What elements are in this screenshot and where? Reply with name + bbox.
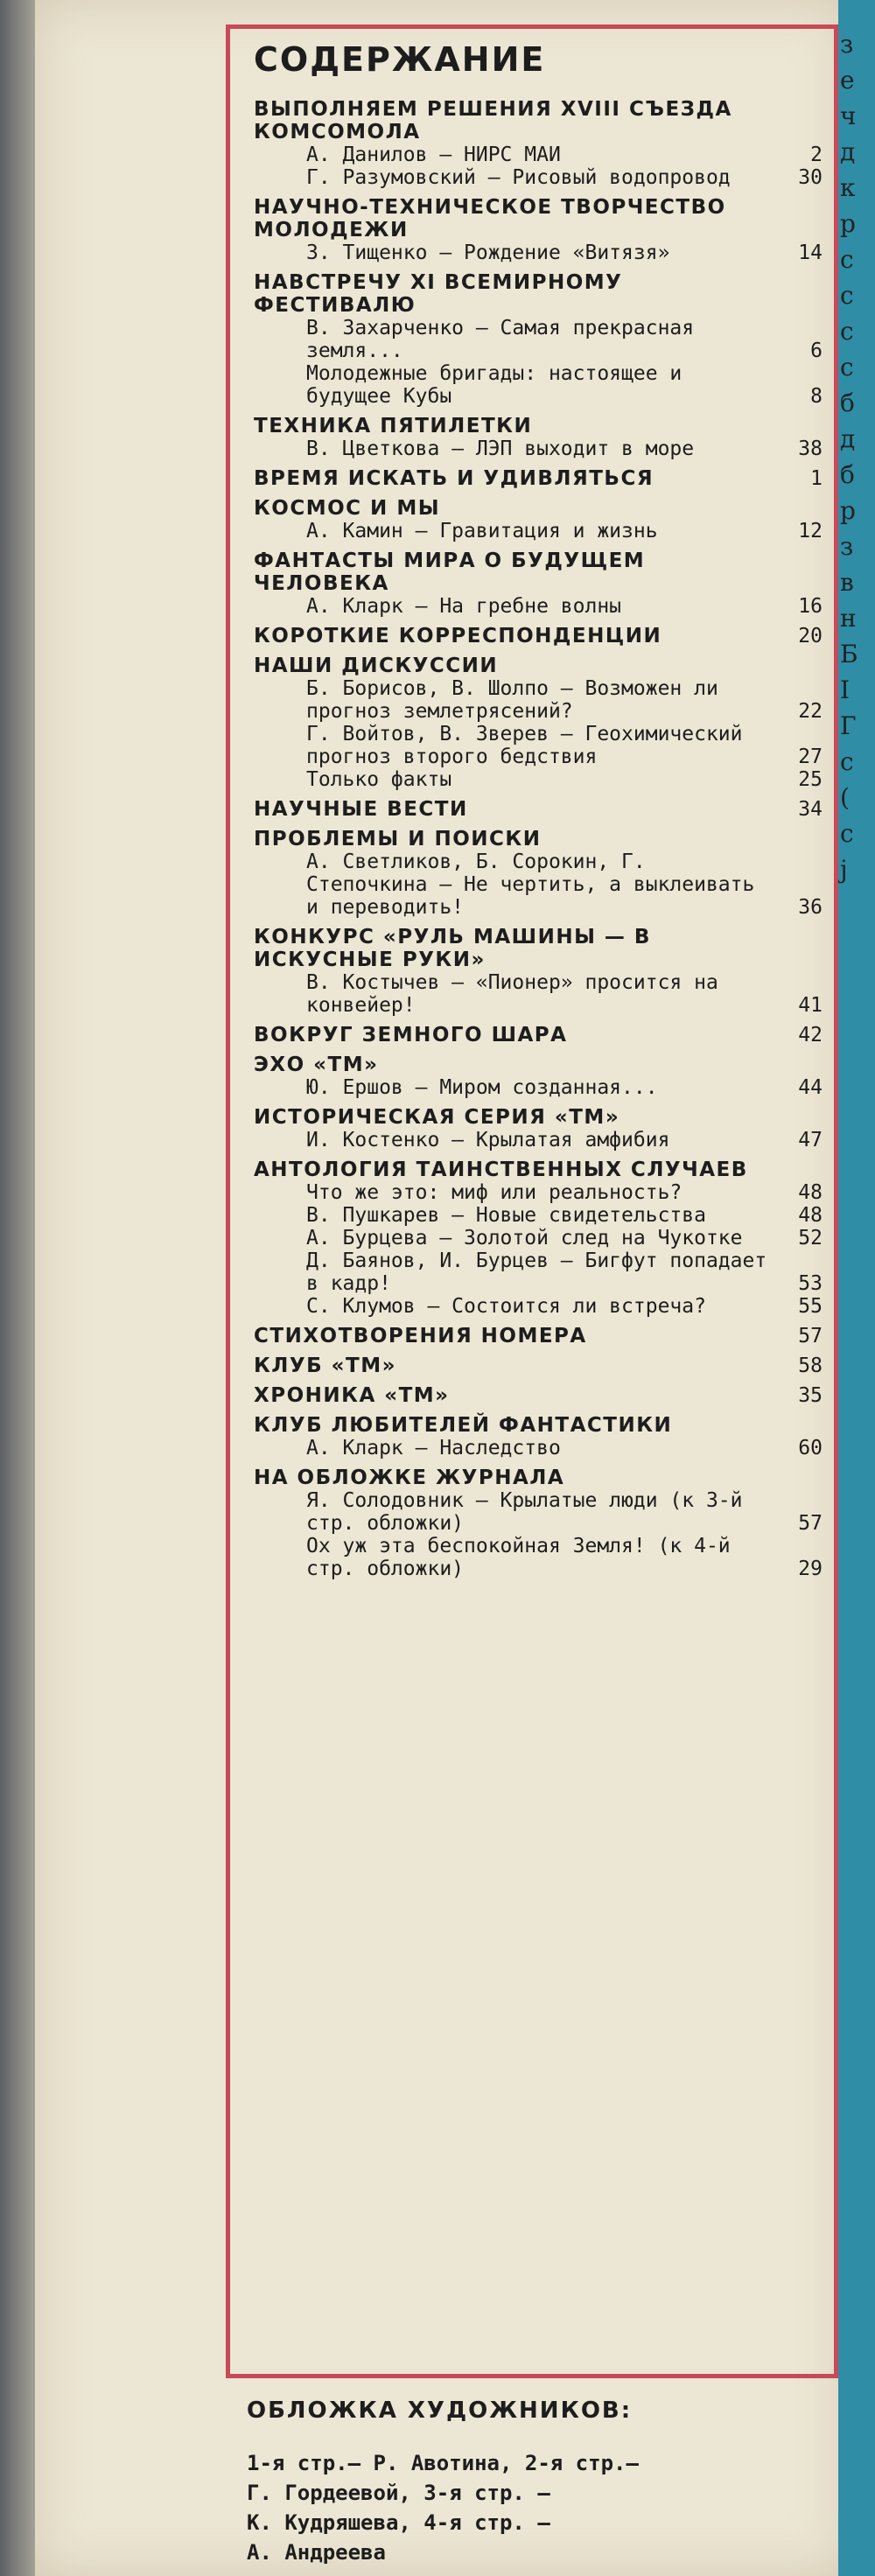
entry-page-number: 48	[798, 1181, 822, 1204]
entry-page-number: 47	[798, 1129, 822, 1152]
section-page-number: 42	[798, 1024, 822, 1046]
adjacent-letter: ј	[840, 855, 848, 884]
section-row	[254, 1407, 822, 1437]
section-row	[254, 1348, 822, 1377]
entry-page-number: 16	[798, 595, 822, 618]
section-row	[254, 919, 822, 971]
contents-entry	[306, 677, 822, 723]
section-title: КОНКУРС «РУЛЬ МАШИНЫ — В ИСКУСНЫЕ РУКИ»	[254, 926, 651, 971]
section-page-number: 1	[810, 467, 822, 490]
entry-title: В. Цветкова — ЛЭП выходит в море	[306, 438, 695, 460]
section-title: КЛУБ ЛЮБИТЕЛЕЙ ФАНТАСТИКИ	[254, 1414, 673, 1437]
contents-entry	[306, 1129, 822, 1152]
section-title: КЛУБ «ТМ»	[254, 1354, 396, 1377]
entry-page-number: 12	[798, 520, 822, 542]
section-title: НАШИ ДИСКУССИИ	[254, 654, 499, 677]
adjacent-letter: с	[840, 353, 854, 382]
entry-page-number: 8	[810, 385, 822, 408]
adjacent-letter: Б	[840, 640, 858, 668]
adjacent-letter: р	[840, 209, 856, 238]
section-row	[254, 648, 822, 677]
adjacent-letter: б	[840, 460, 855, 489]
contents-entry	[306, 768, 822, 791]
section-row	[254, 1152, 822, 1181]
section-title: ЭХО «ТМ»	[254, 1054, 379, 1076]
entry-page-number: 25	[798, 768, 822, 791]
section-row	[254, 1017, 822, 1046]
adjacent-letter: з	[840, 532, 854, 561]
section-title: НАУЧНЫЕ ВЕСТИ	[254, 798, 468, 821]
entry-title: А. Кларк — На гребне волны	[306, 595, 622, 618]
entry-title: Ох уж эта беспокойная Земля! (к 4-й стр. обложки)	[306, 1535, 731, 1580]
section-page-number: 20	[798, 625, 822, 648]
section-title: НА ОБЛОЖКЕ ЖУРНАЛА	[254, 1466, 565, 1489]
contents-entry	[306, 438, 822, 460]
section-title: КОРОТКИЕ КОРРЕСПОНДЕНЦИИ	[254, 625, 662, 648]
cover-artists-line: Г. Гордеевой, 3-я стр. —	[247, 2481, 550, 2505]
cover-artists-title: ОБЛОЖКА ХУДОЖНИКОВ:	[247, 2398, 633, 2424]
contents-entry	[306, 1181, 822, 1204]
adjacent-letter: с	[840, 281, 854, 310]
contents-entry	[306, 1295, 822, 1318]
section-title: ФАНТАСТЫ МИРА О БУДУЩЕМ ЧЕЛОВЕКА	[254, 550, 646, 595]
section-title: СТИХОТВОРЕНИЯ НОМЕРА	[254, 1325, 587, 1348]
adjacent-letter: с	[840, 317, 854, 346]
entry-page-number: 27	[798, 746, 822, 768]
section-row	[254, 1046, 822, 1076]
cover-artists-line: К. Кудряшева, 4-я стр. —	[247, 2510, 550, 2535]
contents-entry	[306, 317, 822, 362]
section-row	[254, 264, 822, 317]
cover-artists	[247, 2398, 824, 2567]
entry-page-number: 22	[798, 700, 822, 723]
entry-page-number: 57	[798, 1512, 822, 1535]
contents-entry	[306, 362, 822, 408]
section-title: ТЕХНИКА ПЯТИЛЕТКИ	[254, 415, 533, 438]
entry-page-number: 60	[798, 1437, 822, 1460]
section-row	[254, 91, 822, 144]
section-row	[254, 791, 822, 821]
adjacent-letter: р	[840, 496, 856, 525]
entry-page-number: 44	[798, 1076, 822, 1099]
section-title: ХРОНИКА «ТМ»	[254, 1384, 450, 1407]
section-title: АНТОЛОГИЯ ТАИНСТВЕННЫХ СЛУЧАЕВ	[254, 1158, 748, 1181]
adjacent-letter: з	[840, 30, 854, 59]
contents-entry	[306, 1535, 822, 1580]
adjacent-page-text	[840, 26, 875, 887]
contents-entry	[306, 971, 822, 1017]
contents-entry	[306, 723, 822, 768]
contents-entry	[306, 520, 822, 542]
entry-title: В. Захарченко — Самая прекрасная земля...	[306, 317, 695, 362]
section-title: ИСТОРИЧЕСКАЯ СЕРИЯ «ТМ»	[254, 1106, 620, 1129]
contents-entry	[306, 242, 822, 264]
entry-page-number: 38	[798, 438, 822, 460]
entry-title: В. Пушкарев — Новые свидетельства	[306, 1204, 706, 1227]
contents-entry	[306, 1250, 822, 1295]
section-row	[254, 189, 822, 242]
entry-page-number: 36	[798, 896, 822, 919]
contents-entry	[306, 1489, 822, 1535]
entry-title: А. Камин — Гравитация и жизнь	[306, 520, 658, 542]
entry-title: А. Данилов — НИРС МАИ	[306, 144, 561, 166]
entry-page-number: 55	[798, 1295, 822, 1318]
entry-page-number: 14	[798, 242, 822, 264]
entry-page-number: 48	[798, 1204, 822, 1227]
entry-title: А. Светликов, Б. Сорокин, Г. Степочкина — Не чертить, а выклеивать и переводить!	[306, 850, 755, 919]
section-title: НАВСТРЕЧУ XI ВСЕМИРНОМУ ФЕСТИВАЛЮ	[254, 271, 623, 317]
entry-page-number: 6	[810, 340, 822, 362]
adjacent-letter: (	[840, 783, 850, 812]
entry-title: Ю. Ершов — Миром созданная...	[306, 1076, 658, 1099]
contents-entry	[306, 1227, 822, 1250]
contents-entry	[306, 1076, 822, 1099]
adjacent-letter: ч	[840, 102, 857, 130]
adjacent-letter: н	[840, 604, 857, 633]
section-page-number: 57	[798, 1325, 822, 1348]
adjacent-letter: к	[840, 173, 856, 202]
section-title: ВРЕМЯ ИСКАТЬ И УДИВЛЯТЬСЯ	[254, 467, 654, 490]
contents-entry	[306, 595, 822, 618]
section-page-number: 34	[798, 798, 822, 821]
adjacent-letter: Г	[840, 711, 857, 740]
adjacent-letter: в	[840, 568, 854, 597]
adjacent-letter: д	[840, 137, 856, 166]
cover-artists-line: А. Андреева	[247, 2540, 386, 2565]
section-title: ПРОБЛЕМЫ И ПОИСКИ	[254, 828, 542, 850]
section-page-number: 35	[798, 1384, 822, 1407]
entry-title: А. Кларк — Наследство	[306, 1437, 561, 1460]
entry-title: Г. Разумовский — Рисовый водопровод	[306, 166, 731, 189]
section-row	[254, 1099, 822, 1129]
entry-page-number: 41	[798, 994, 822, 1017]
entry-title: Б. Борисов, В. Шолпо — Возможен ли прогноз землетрясений?	[306, 677, 718, 723]
section-row	[254, 460, 822, 490]
section-title: НАУЧНО-ТЕХНИЧЕСКОЕ ТВОРЧЕСТВО МОЛОДЕЖИ	[254, 196, 726, 242]
entry-page-number: 52	[798, 1227, 822, 1250]
entry-title: Что же это: миф или реальность?	[306, 1181, 682, 1204]
section-row	[254, 408, 822, 438]
entry-title: И. Костенко — Крылатая амфибия	[306, 1129, 670, 1152]
section-row	[254, 490, 822, 520]
contents-entry	[306, 144, 822, 166]
adjacent-letter: д	[840, 424, 856, 453]
section-title: КОСМОС И МЫ	[254, 497, 441, 520]
contents-entry	[306, 1204, 822, 1227]
section-row	[254, 821, 822, 850]
entry-title: З. Тищенко — Рождение «Витязя»	[306, 242, 670, 264]
contents-sections	[254, 91, 822, 1580]
section-row	[254, 1460, 822, 1489]
entry-title: Только факты	[306, 768, 452, 791]
contents-entry	[306, 1437, 822, 1460]
entry-page-number: 2	[810, 144, 822, 166]
adjacent-letter: е	[840, 66, 855, 94]
section-page-number: 58	[798, 1354, 822, 1377]
section-row	[254, 618, 822, 648]
contents-heading: СОДЕРЖАНИЕ	[254, 40, 546, 79]
contents-entry	[306, 850, 822, 919]
adjacent-letter: б	[840, 388, 855, 417]
entry-title: С. Клумов — Состоится ли встреча?	[306, 1295, 706, 1318]
section-row	[254, 542, 822, 595]
entry-title: В. Костычев — «Пионер» просится на конвейер!	[306, 971, 718, 1017]
entry-title: Г. Войтов, В. Зверев — Геохимический прогноз второго бедствия	[306, 723, 743, 768]
section-title: ВОКРУГ ЗЕМНОГО ШАРА	[254, 1024, 568, 1046]
entry-page-number: 30	[798, 166, 822, 189]
section-row	[254, 1377, 822, 1407]
adjacent-letter: с	[840, 747, 854, 776]
entry-title: Молодежные бригады: настоящее и будущее Кубы	[306, 362, 682, 408]
adjacent-letter: с	[840, 819, 854, 848]
contents-entry	[306, 166, 822, 189]
adjacent-letter: с	[840, 245, 854, 274]
entry-page-number: 53	[798, 1272, 822, 1295]
section-row	[254, 1318, 822, 1348]
adjacent-letter: І	[840, 676, 850, 704]
entry-page-number: 29	[798, 1558, 822, 1580]
entry-title: Д. Баянов, И. Бурцев — Бигфут попадает в кадр!	[306, 1250, 767, 1295]
entry-title: Я. Солодовник — Крылатые люди (к 3-й стр. обложки)	[306, 1489, 743, 1535]
cover-artists-line: 1-я стр.— Р. Авотина, 2-я стр.—	[247, 2451, 639, 2475]
section-title: ВЫПОЛНЯЕМ РЕШЕНИЯ XVIII СЪЕЗДА КОМСОМОЛА	[254, 98, 732, 144]
table-of-contents	[254, 35, 822, 1580]
entry-title: А. Бурцева — Золотой след на Чукотке	[306, 1227, 743, 1250]
